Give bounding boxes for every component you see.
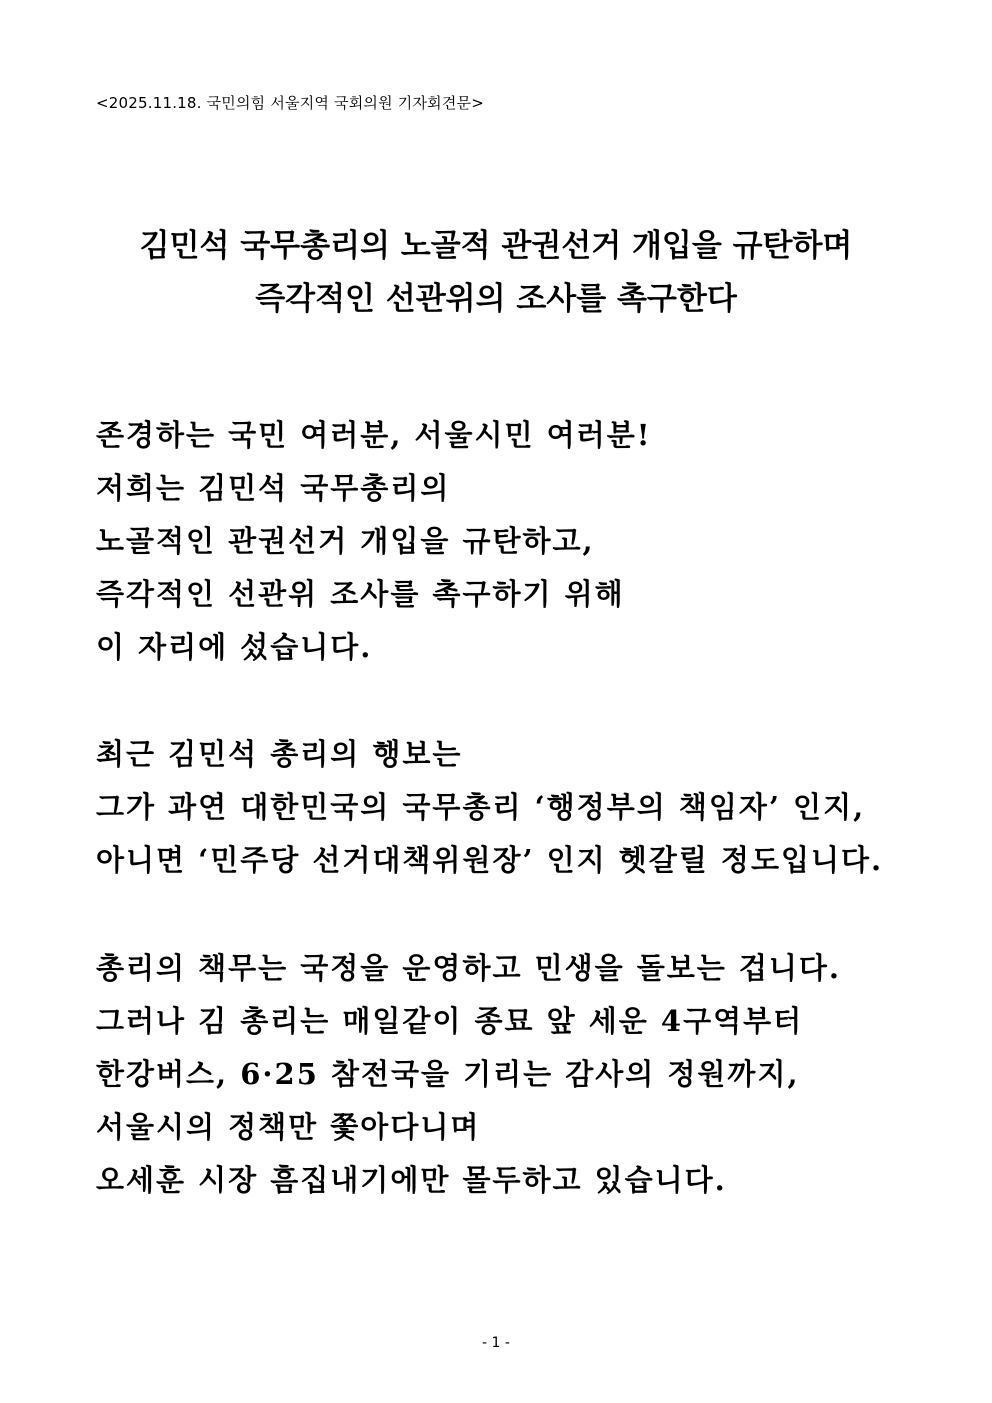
body-line: 최근 김민석 총리의 행보는	[96, 737, 463, 771]
body-line: 총리의 책무는 국정을 운영하고 민생을 돌보는 겁니다.	[96, 951, 841, 985]
press-release-dateline: <2025.11.18. 국민의힘 서울지역 국회의원 기자회견문>	[96, 94, 484, 112]
body-line: 한강버스, 6·25 참전국을 기리는 감사의 정원까지,	[96, 1057, 800, 1091]
document-title-line-1: 김민석 국무총리의 노골적 관권선거 개입을 규탄하며	[139, 228, 853, 264]
body-line: 노골적인 관권선거 개입을 규탄하고,	[96, 524, 595, 558]
body-line: 그러나 김 총리는 매일같이 종묘 앞 세운 4구역부터	[96, 1004, 804, 1038]
body-line: 즉각적인 선관위 조사를 촉구하기 위해	[96, 577, 625, 611]
body-line: 저희는 김민석 국무총리의	[96, 471, 451, 505]
body-line: 서울시의 정책만 쫓아다니며	[96, 1110, 481, 1144]
page-number: - 1 -	[482, 1335, 510, 1351]
document-title-line-2: 즉각적인 선관위의 조사를 촉구한다	[255, 281, 737, 317]
body-line: 이 자리에 섰습니다.	[96, 630, 373, 664]
body-line: 아니면 ‘민주당 선거대책위원장’ 인지 헷갈릴 정도입니다.	[96, 843, 884, 877]
body-line: 오세훈 시장 흠집내기에만 몰두하고 있습니다.	[96, 1163, 727, 1197]
body-line: 그가 과연 대한민국의 국무총리 ‘행정부의 책임자’ 인지,	[96, 790, 866, 824]
body-line: 존경하는 국민 여러분, 서울시민 여러분!	[96, 418, 652, 452]
